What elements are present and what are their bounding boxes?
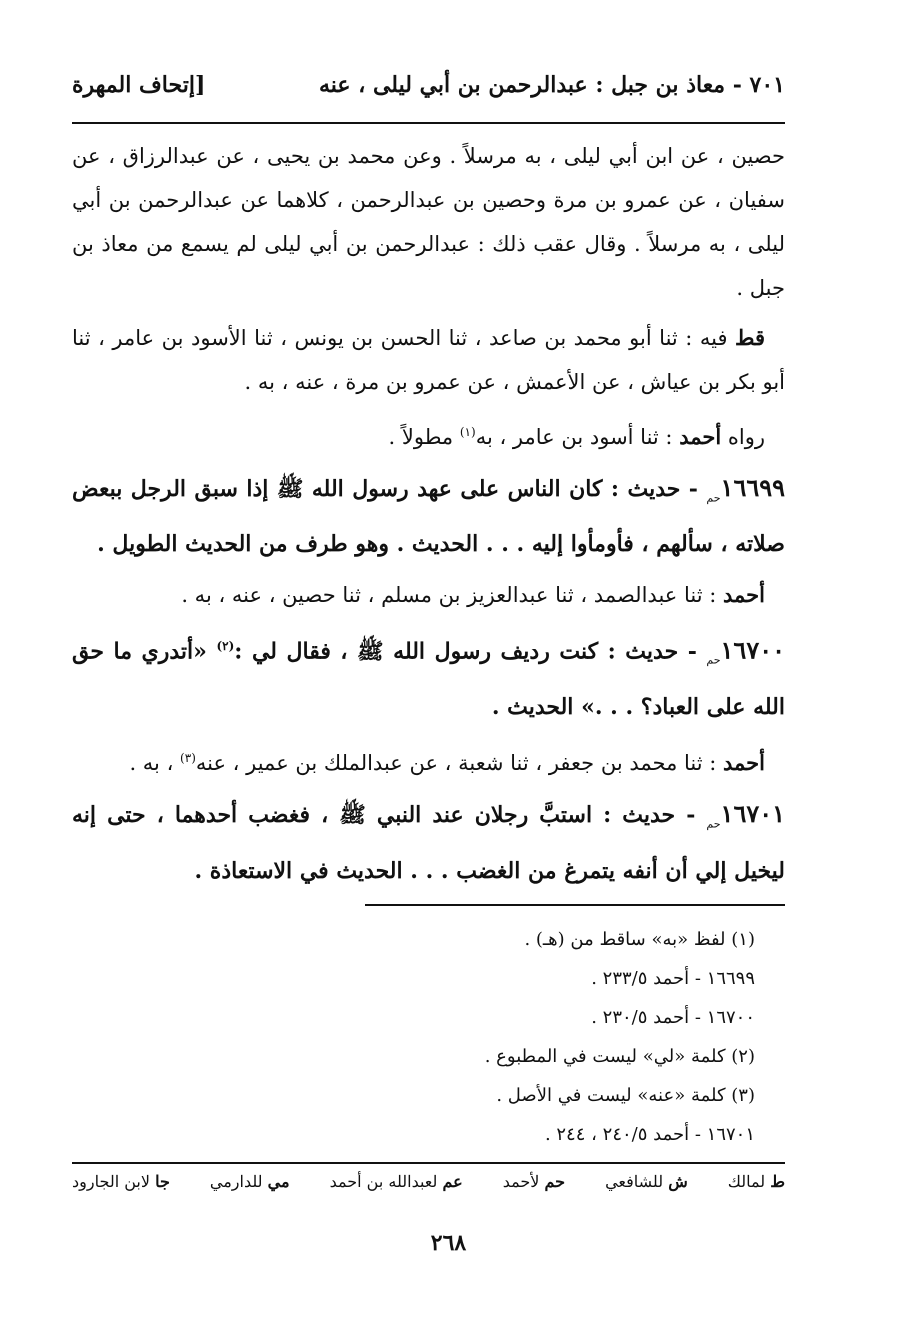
paragraph-ahmad-1 <box>72 410 785 459</box>
legend-name: لأحمد <box>502 1172 540 1191</box>
source-ahmad: أحمد <box>723 750 765 776</box>
footnote-ref-2[interactable]: (٢) <box>216 639 235 654</box>
hadith-16701 <box>72 791 785 893</box>
header-rule <box>72 122 785 124</box>
hadith-text: - حديث : كان الناس على عهد رسول الله ﷺ إذا سبق الرجل ببعض صلاته ، سألهم ، فأومأوا إليه . . . الحديث . وهو طرف من الحديث الطويل . <box>72 476 785 558</box>
paragraph-ahmad-3-tail: ، به . <box>129 751 174 776</box>
main-text <box>72 134 785 904</box>
hadith-16699 <box>72 465 785 567</box>
legend-abbr: ش <box>668 1172 688 1191</box>
legend-name: لمالك <box>727 1172 766 1191</box>
paragraph-ahmad-1-text: : ثنا أسود بن عامر ، به <box>475 425 673 449</box>
legend-item <box>210 1172 290 1206</box>
footnote-item: (٣) كلمة «عنه» ليست في الأصل . <box>496 1085 755 1106</box>
paragraph-ahmad-1-tail: مطولاً . <box>388 425 454 449</box>
legend-name: لابن الجارود <box>72 1172 150 1191</box>
hadith-text: - حديث : كنت رديف رسول الله ﷺ ، فقال لي : <box>234 638 697 665</box>
legend-abbr: ط <box>770 1172 785 1191</box>
source-ahmad: أحمد <box>679 424 722 449</box>
legend-abbr: مي <box>267 1172 290 1191</box>
legend-name: لعبدالله بن أحمد <box>329 1172 438 1191</box>
legend-item <box>728 1172 785 1206</box>
hadith-source-tag: حم <box>706 654 721 668</box>
footnote-item: (٢) كلمة «لي» ليست في المطبوع . <box>484 1046 755 1067</box>
source-ahmad: أحمد <box>723 582 765 608</box>
hadith-number: ١٦٦٩٩ <box>720 473 785 502</box>
paragraph-ahmad-3 <box>72 736 785 785</box>
legend-item <box>330 1172 463 1206</box>
paragraph-ahmad-2-text: : ثنا عبدالصمد ، ثنا عبدالعزيز بن مسلم ، ثنا حصين ، عنه ، به . <box>181 583 717 608</box>
paragraph-ahmad-3-text: : ثنا محمد بن جعفر ، ثنا شعبة ، عن عبدالملك بن عمير ، عنه <box>195 751 717 776</box>
page-number: ٢٦٨ <box>430 1230 467 1256</box>
source-abbr-qt: قط <box>735 325 765 350</box>
hadith-number: ١٦٧٠٠ <box>720 635 785 665</box>
legend-abbr: عم <box>442 1172 463 1191</box>
legend-rule <box>72 1162 785 1164</box>
hadith-16700 <box>72 623 785 730</box>
hadith-text: - حديث : استبَّ رجلان عند النبي ﷺ ، فغضب أحدهما ، حتى إنه ليخيل إلي أن أنفه يتمرغ من الغضب . . . الحديث في الاستعاذة . <box>72 802 785 884</box>
footnote-rule <box>365 904 785 906</box>
footnote-item: ١٦٦٩٩ - أحمد ٢٣٣/٥ . <box>591 968 755 989</box>
chapter-title: ٧٠١ - معاذ بن جبل : عبدالرحمن بن أبي ليلى ، عنه <box>318 72 785 98</box>
footnote-item: ١٦٧٠١ - أحمد ٢٤٠/٥ ، ٢٤٤ . <box>544 1124 755 1145</box>
legend-abbr: جا <box>155 1172 170 1191</box>
book-title: [إتحاف المهرة <box>72 72 206 98</box>
legend-item <box>605 1172 688 1206</box>
footnote-ref-1[interactable]: (١) <box>459 425 476 439</box>
legend-item <box>72 1172 170 1206</box>
footnote-item: (١) لفظ «به» ساقط من (هـ) . <box>524 929 755 950</box>
footnote-item: ١٦٧٠٠ - أحمد ٢٣٠/٥ . <box>591 1007 755 1028</box>
legend-name: للشافعي <box>605 1172 664 1191</box>
paragraph-ahmad-2 <box>72 573 785 617</box>
legend-item <box>503 1172 565 1206</box>
footnote-ref-3[interactable]: (٣) <box>180 751 196 766</box>
paragraph-continuation: حصين ، عن ابن أبي ليلى ، به مرسلاً . وعن محمد بن يحيى ، عن عبدالرزاق ، عن سفيان ، عن عمرو بن مرة وحصين بن عبدالرحمن ، كلاهما عن عبدالرحمن بن أبي ليلى ، به مرسلاً . وقال عقب ذلك : عبدالرحمن بن أبي ليلى لم يسمع من معاذ بن جبل . <box>72 144 785 300</box>
legend-name: للدارمي <box>209 1172 263 1191</box>
paragraph-qt-text: فيه : ثنا أبو محمد بن صاعد ، ثنا الحسن بن يونس ، ثنا الأسود بن عامر ، ثنا أبو بكر بن عياش ، عن الأعمش ، عن عمرو بن مرة ، عنه ، به . <box>72 326 785 394</box>
abbreviation-legend <box>72 1172 785 1206</box>
running-header <box>72 72 785 112</box>
hadith-text-cont: «أتدري ما حق الله على العباد؟ . . .» الحديث . <box>72 638 785 721</box>
paragraph-ahmad-1-lead: رواه <box>727 425 765 449</box>
legend-abbr: حم <box>544 1172 566 1191</box>
hadith-source-tag: حم <box>706 491 721 505</box>
hadith-number: ١٦٧٠١ <box>720 799 785 829</box>
hadith-source-tag: حم <box>706 817 721 831</box>
paragraph-qt <box>72 316 785 404</box>
footnotes <box>250 920 755 1156</box>
